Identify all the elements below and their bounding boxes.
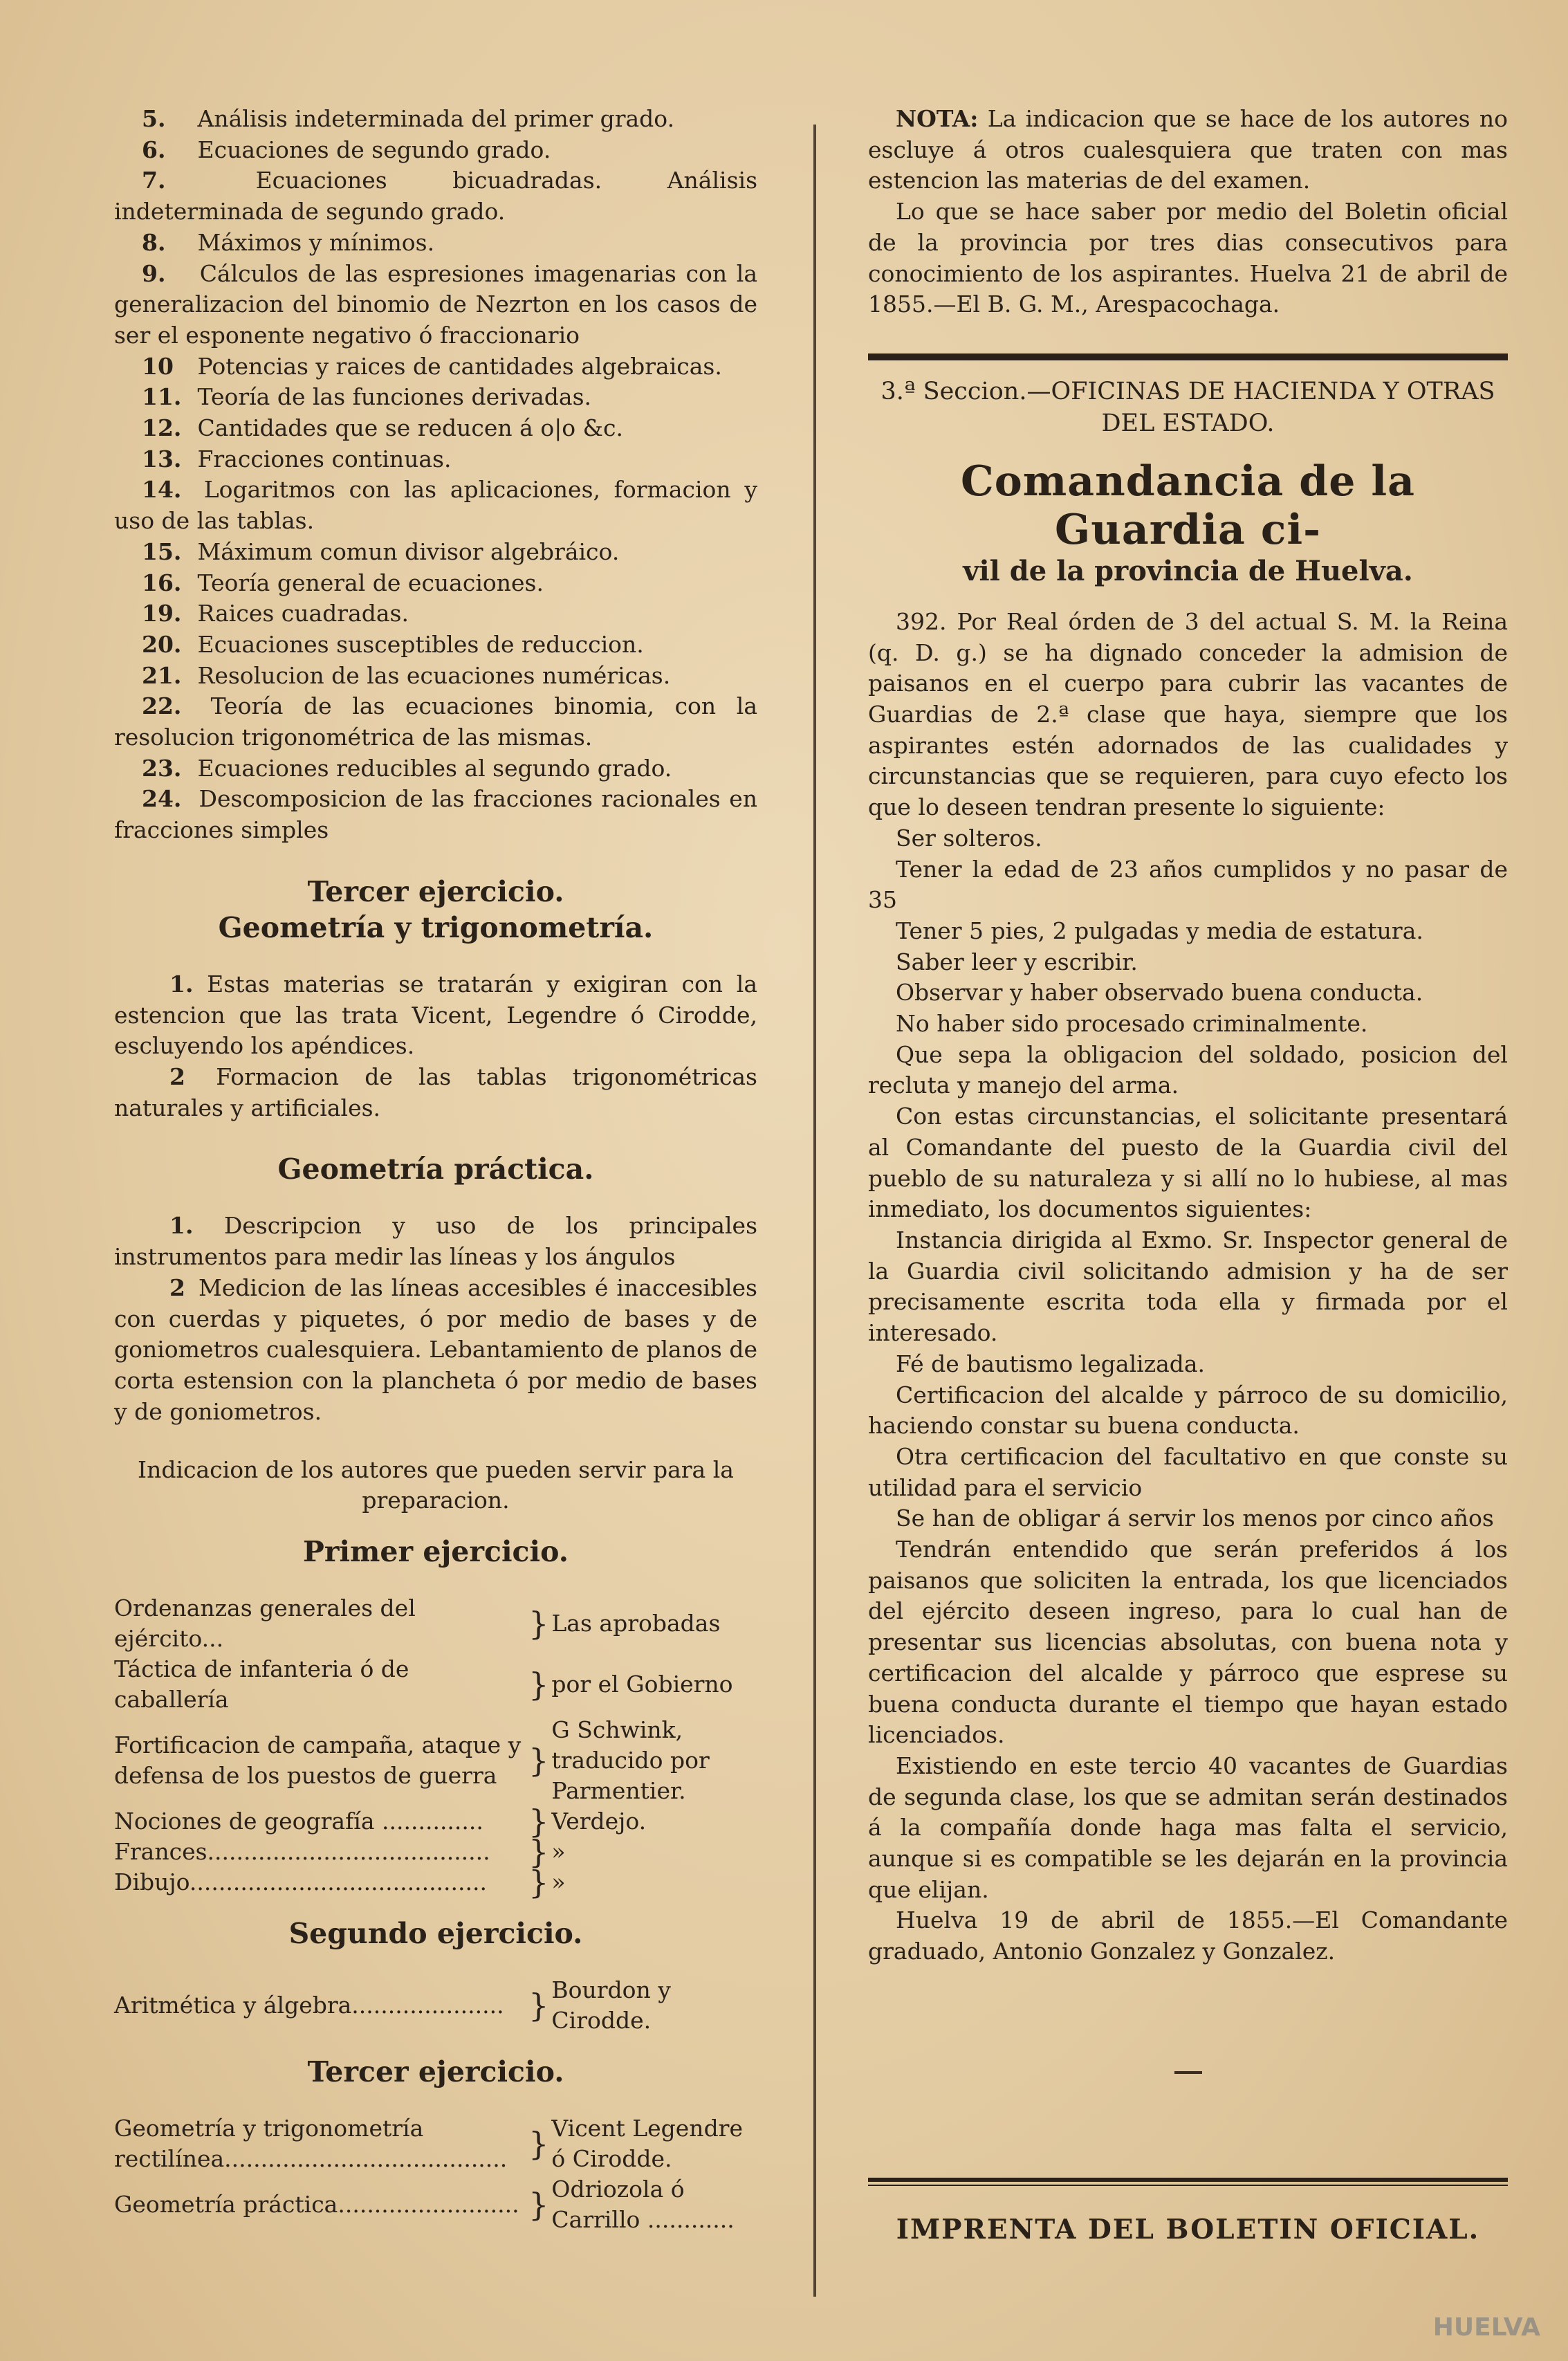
author-cell: Bourdon y Cirodde.: [551, 1976, 671, 2034]
author-row: [114, 1654, 757, 1715]
brace-glyph: }: [528, 2186, 549, 2224]
author-row: [114, 2174, 757, 2235]
topic-text: Resolucion de las ecuaciones numéricas.: [197, 661, 671, 689]
notice-paragraph: Instancia dirigida al Exmo. Sr. Inspector general de la Guardia civil solicitando admision y ha de ser precisamente escrita toda ella y firmada por el interesado.: [868, 1226, 1508, 1347]
topic-text: Análisis indeterminada del primer grado.: [197, 105, 675, 132]
tercero-ejercicio-heading: Tercer ejercicio.: [307, 2055, 564, 2089]
topic-text: Raices cuadradas.: [197, 600, 409, 627]
topic-text: Formacion de las tablas trigonométricas naturales y artificiales.: [114, 1063, 757, 1121]
topic-text: Teoría de las ecuaciones binomia, con la resolucion trigonométrica de las mismas.: [114, 692, 757, 751]
brace-glyph: }: [528, 1833, 549, 1871]
trigonometry-topic-list: [114, 969, 757, 1124]
topic-item: [114, 598, 757, 630]
geometria-practica-heading: Geometría práctica.: [277, 1152, 594, 1186]
notice-paragraph: Fé de bautismo legalizada.: [896, 1350, 1206, 1377]
brace-glyph: }: [528, 1803, 549, 1841]
topic-item: [114, 413, 757, 444]
author-cell: Las aprobadas: [551, 1610, 721, 1637]
tercer-ejercicio-heading: Tercer ejercicio.: [307, 874, 564, 908]
topic-number: 1.: [169, 1212, 194, 1240]
topic-item: [114, 135, 757, 166]
topic-item: [114, 661, 757, 692]
topic-text: Descripcion y uso de los principales instrumentos para medir las líneas y los ángulos: [114, 1212, 758, 1271]
geometria-trigonometria-heading: Geometría y trigonometría.: [218, 910, 654, 944]
notice-paragraph: Tener 5 pies, 2 pulgadas y media de estatura.: [896, 917, 1423, 944]
segundo-ejercicio-heading: Segundo ejercicio.: [288, 1917, 583, 1951]
topic-text: Teoría de las funciones derivadas.: [197, 383, 591, 411]
topic-item: [114, 691, 757, 753]
primer-authors-table: [114, 1593, 757, 1902]
topic-item: [114, 630, 757, 661]
lo-que-paragraph: Lo que se hace saber por medio del Boletin oficial de la provincia por tres dias consecutivos para conocimiento de los aspirantes. Huelva 21 de abril de 1855.—El B. G. M., Arespacochaga.: [868, 198, 1508, 318]
author-cell: G Schwink, traducido por Parmentier.: [551, 1716, 710, 1805]
topic-text: Medicion de las líneas accesibles é inaccesibles con cuerdas y piquetes, ó por medio de bases y de goniometros cualesquiera. Lebantamiento de planos de corta estension con la plancheta ó por medio de bases y de goniometros.: [114, 1274, 757, 1425]
nota-label: NOTA:: [896, 105, 979, 132]
topic-number: 21.: [142, 661, 182, 689]
subject-cell: Geometría práctica.........................: [114, 2191, 519, 2218]
topic-item: [114, 568, 757, 599]
topic-number: 23.: [142, 754, 182, 782]
author-row: [114, 1975, 757, 2036]
topic-text: Ecuaciones bicuadradas. Análisis indeterminada de segundo grado.: [114, 167, 758, 226]
topic-number: 2: [169, 1274, 185, 1301]
comandancia-title: Comandancia de la Guardia ci-: [961, 457, 1415, 554]
author-cell: Vicent Legendre ó Cirodde.: [551, 2115, 743, 2173]
section-rule: [868, 353, 1508, 360]
notice-paragraph: Otra certificacion del facultativo en que conste su utilidad para el servicio: [868, 1442, 1508, 1501]
subject-cell: Aritmética y álgebra.....................: [114, 1992, 504, 2019]
topic-item: [114, 1062, 757, 1123]
section-heading: 3.ª Seccion.—OFICINAS DE HACIENDA Y OTRAS DEL ESTADO.: [880, 377, 1495, 437]
author-cell: »: [551, 1868, 566, 1896]
topic-item: [114, 537, 757, 568]
author-row: [114, 1593, 757, 1654]
topic-item: [114, 969, 757, 1062]
topic-number: 7.: [142, 167, 166, 194]
nota-text: La indicacion que se hace de los autores no escluye á otros cualesquiera que traten con mas estencion las materias de del examen.: [868, 105, 1509, 194]
topic-number: 8.: [142, 228, 166, 256]
nota-paragraph: [868, 104, 1508, 196]
topic-number: 22.: [142, 692, 182, 720]
subject-cell: Ordenanzas generales del ejército...: [114, 1595, 416, 1653]
subject-cell: Geometría y trigonometría rectilínea.......................................: [114, 2115, 508, 2173]
topic-text: Ecuaciones susceptibles de reduccion.: [197, 630, 644, 658]
comandancia-subtitle: vil de la provincia de Huelva.: [963, 554, 1413, 587]
author-cell: Verdejo.: [551, 1808, 647, 1835]
author-cell: »: [551, 1838, 566, 1866]
author-row: [114, 1837, 757, 1867]
topic-text: Potencias y raices de cantidades algebraicas.: [197, 352, 722, 380]
author-row: [114, 2113, 757, 2174]
topic-item: [114, 351, 757, 383]
notice-paragraph: Observar y haber observado buena conducta.: [896, 979, 1423, 1007]
topic-text: Teoría general de ecuaciones.: [197, 569, 544, 596]
topic-number: 11.: [142, 383, 182, 411]
author-cell: por el Gobierno: [551, 1671, 733, 1698]
imprint-line: IMPRENTA DEL BOLETIN OFICIAL.: [896, 2213, 1480, 2245]
notice-paragraph: Se han de obligar á servir los menos por cinco años: [896, 1505, 1494, 1532]
subject-cell: Fortificacion de campaña, ataque y defensa de los puestos de guerra: [114, 1731, 522, 1790]
brace-glyph: }: [528, 1742, 549, 1780]
topic-item: [114, 165, 757, 227]
topic-text: Logaritmos con las aplicaciones, formacion y uso de las tablas.: [114, 476, 757, 535]
topic-item: [114, 784, 757, 845]
topic-item: [114, 753, 757, 784]
guardia-civil-notice: [868, 607, 1508, 1967]
segundo-authors-table: [114, 1975, 757, 2036]
topic-number: 6.: [142, 136, 166, 163]
topic-number: 19.: [142, 600, 182, 627]
topic-text: Descomposicion de las fracciones racionales en fracciones simples: [114, 785, 757, 844]
brace-glyph: }: [528, 1987, 549, 2025]
brace-glyph: }: [528, 1605, 549, 1643]
author-row: [114, 1806, 757, 1837]
topic-number: 9.: [142, 259, 166, 287]
notice-paragraph: Huelva 19 de abril de 1855.—El Comandante graduado, Antonio Gonzalez y Gonzalez.: [868, 1907, 1508, 1965]
topic-text: Máximum comun divisor algebráico.: [197, 538, 620, 565]
topic-number: 5.: [142, 105, 166, 132]
topic-text: Máximos y mínimos.: [197, 228, 435, 256]
topic-number: 1.: [169, 970, 194, 998]
topic-text: Fracciones continuas.: [197, 445, 452, 472]
archive-watermark: HUELVA: [1432, 2313, 1540, 2342]
primer-ejercicio-heading: Primer ejercicio.: [303, 1535, 569, 1569]
notice-paragraph: No haber sido procesado criminalmente.: [896, 1010, 1368, 1038]
notice-paragraph: Existiendo en este tercio 40 vacantes de Guardias de segunda clase, los que se admitan serán destinados á la compañía donde haga mas falta el servicio, aunque si es compatible se les dejarán en la provincia que elijan.: [868, 1752, 1508, 1903]
topic-number: 2: [169, 1063, 185, 1090]
tercero-authors-table: [114, 2113, 757, 2235]
topic-number: 10: [142, 352, 174, 380]
notice-paragraph: Saber leer y escribir.: [896, 948, 1138, 975]
topic-number: 15.: [142, 538, 182, 565]
topic-item: [114, 444, 757, 475]
topic-item: [114, 475, 757, 536]
topic-number: 20.: [142, 630, 182, 658]
algebra-topic-list: [114, 104, 757, 846]
topic-item: [114, 104, 757, 135]
author-cell: Odriozola ó Carrillo ............: [551, 2176, 735, 2234]
imprint-rule: [868, 2178, 1508, 2186]
notice-paragraph: Tener la edad de 23 años cumplidos y no pasar de 35: [868, 855, 1508, 914]
topic-number: 13.: [142, 445, 182, 472]
topic-item: [114, 1273, 757, 1428]
topic-number: 12.: [142, 414, 182, 442]
column-divider: [813, 125, 816, 2297]
topic-number: 16.: [142, 569, 182, 596]
topic-number: 24.: [142, 785, 182, 813]
subject-cell: Táctica de infanteria ó de caballería: [114, 1655, 409, 1714]
topic-text: Estas materias se tratarán y exigiran con la estencion que las trata Vicent, Legendre ó Cirodde, escluyendo los apéndices.: [114, 970, 757, 1060]
topic-item: [114, 259, 757, 351]
topic-item: [114, 1211, 757, 1272]
right-column: [868, 104, 1508, 2245]
topic-text: Ecuaciones de segundo grado.: [197, 136, 551, 163]
notice-paragraph: Con estas circunstancias, el solicitante presentará al Comandante del puesto de la Guardia civil del pueblo de su naturaleza y si allí no lo hubiese, al mas inmediato, los documentos siguientes:: [868, 1103, 1508, 1223]
left-column: [114, 104, 757, 2235]
brace-glyph: }: [528, 1666, 549, 1704]
brace-glyph: }: [528, 2125, 549, 2163]
topic-item: [114, 228, 757, 259]
notice-paragraph: Ser solteros.: [896, 824, 1042, 852]
subject-cell: Frances.......................................: [114, 1838, 490, 1866]
notice-paragraph: Tendrán entendido que serán preferidos á los paisanos que soliciten la entrada, los que licenciados del ejército deseen ingreso, para lo cual han de presentar sus licencias absolutas, con buena nota y certificacion del alcalde y párroco que esprese su buena conducta durante el tiempo que hayan estado licenciados.: [868, 1536, 1508, 1749]
subject-cell: Nociones de geografía ..............: [114, 1808, 483, 1835]
topic-text: Cálculos de las espresiones imagenarias con la generalizacion del binomio de Nezrton en los casos de ser el esponente negativo ó fraccionario: [114, 259, 757, 349]
notice-paragraph: 392. Por Real órden de 3 del actual S. M. la Reina (q. D. g.) se ha dignado conceder la admision de paisanos en el cuerpo para cubrir las vacantes de Guardias de 2.ª clase que haya, siempre que los aspirantes estén adornados de las cualidades y circunstancias que se requieren, para cuyo efecto los que lo deseen tendran presente lo siguiente:: [868, 607, 1508, 821]
topic-text: Cantidades que se reducen á o|o &c.: [197, 414, 624, 442]
author-row: [114, 1867, 757, 1898]
author-row: [114, 1715, 757, 1806]
authors-indication: Indicacion de los autores que pueden servir para la preparacion.: [138, 1456, 734, 1514]
notice-paragraph: Certificacion del alcalde y párroco de su domicilio, haciendo constar su buena conducta.: [868, 1381, 1508, 1440]
notice-paragraph: Que sepa la obligacion del soldado, posicion del recluta y manejo del arma.: [868, 1040, 1508, 1099]
topic-item: [114, 382, 757, 413]
topic-number: 14.: [142, 476, 182, 504]
subject-cell: Dibujo.........................................: [114, 1868, 487, 1896]
practical-geometry-topic-list: [114, 1211, 757, 1427]
topic-text: Ecuaciones reducibles al segundo grado.: [197, 754, 672, 782]
brace-glyph: }: [528, 1864, 549, 1902]
